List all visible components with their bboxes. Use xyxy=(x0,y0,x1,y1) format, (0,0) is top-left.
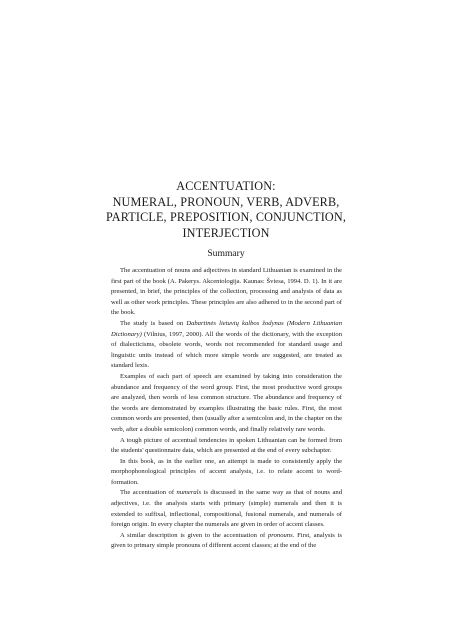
paragraph-text: A tough picture of accentual tendencies in spoken Lithuanian can be formed from the students' questionnaire data, which are presented at the end of every subchapter. xyxy=(111,436,342,455)
paragraph-text: (Vilnius, 1997, 2000). All the words of the dictionary, with the exception of dialecticisms, obsolete words, words not recommended for standard usage and linguistic units instead of which more simple words are suggested, are treated as standard lexis. xyxy=(111,330,342,370)
title-line-4: INTERJECTION xyxy=(182,225,270,240)
paragraph-text: The accentuation of xyxy=(120,489,177,497)
chapter-title xyxy=(60,179,392,241)
paragraph-5 xyxy=(111,457,342,489)
summary-body xyxy=(111,266,342,552)
paragraph-text: is discussed in the same way as that of nouns and adjectives, i.e. the analysis starts with primary (simple) numerals and then it is extended to suffixal, inflectional, compositional, fusional numerals, and numerals of foreign origin. In every chapter the numerals are given in order of accent classes. xyxy=(111,489,342,529)
emphasis-term: pronouns xyxy=(267,531,293,539)
paragraph-2 xyxy=(111,319,342,372)
paragraph-text: In this book, as in the earlier one, an attempt is made to consistently apply the morphophonological principles of accent analysis, i.e. to relate accent to word-formation. xyxy=(111,457,342,486)
paragraph-6 xyxy=(111,488,342,530)
title-line-2: NUMERAL, PRONOUN, VERB, ADVERB, xyxy=(112,194,340,209)
paragraph-text: The study is based on xyxy=(120,319,187,327)
paragraph-text: A similar description is given to the accentuation of xyxy=(120,531,268,539)
paragraph-text: Examples of each part of speech are examined by taking into consideration the abundance and frequency of the word group. First, the most productive word groups are analyzed, then words of less common structure. The abundance and frequency of the words are demonstrated by examples illustrating the basic rules. First, the most common words are presented, then (usually after a semicolon and, in the chapter on the verb, after a double semicolon) common words, and finally relatively rare words. xyxy=(111,372,342,433)
paragraph-text: The accentuation of nouns and adjectives in standard Lithuanian is examined in the first part of the book (A. Pakerys. Akcentologija. Kaunas: Šviesa, 1994. D. 1). In it are presented, in brief, the principles of the collection, processing and analysis of data as well as other work principles. These principles are also adhered to in the second part of the book. xyxy=(111,267,342,317)
emphasis-term: numerals xyxy=(176,489,202,497)
paragraph-text: . First, analysis is given to primary simple pronouns of different accent classes; at the end of the xyxy=(111,531,342,550)
paragraph-4 xyxy=(111,436,342,457)
dictionary-title: Dabartinės lietuvių kalbos žodynas (Modern Lithuanian Dictionary) xyxy=(111,319,342,338)
title-line-1: ACCENTUATION: xyxy=(176,179,276,193)
paragraph-7 xyxy=(111,531,342,552)
summary-heading: Summary xyxy=(207,248,245,259)
paragraph-1 xyxy=(111,266,342,319)
title-line-3: PARTICLE, PREPOSITION, CONJUNCTION, xyxy=(105,210,347,225)
paragraph-3 xyxy=(111,372,342,436)
